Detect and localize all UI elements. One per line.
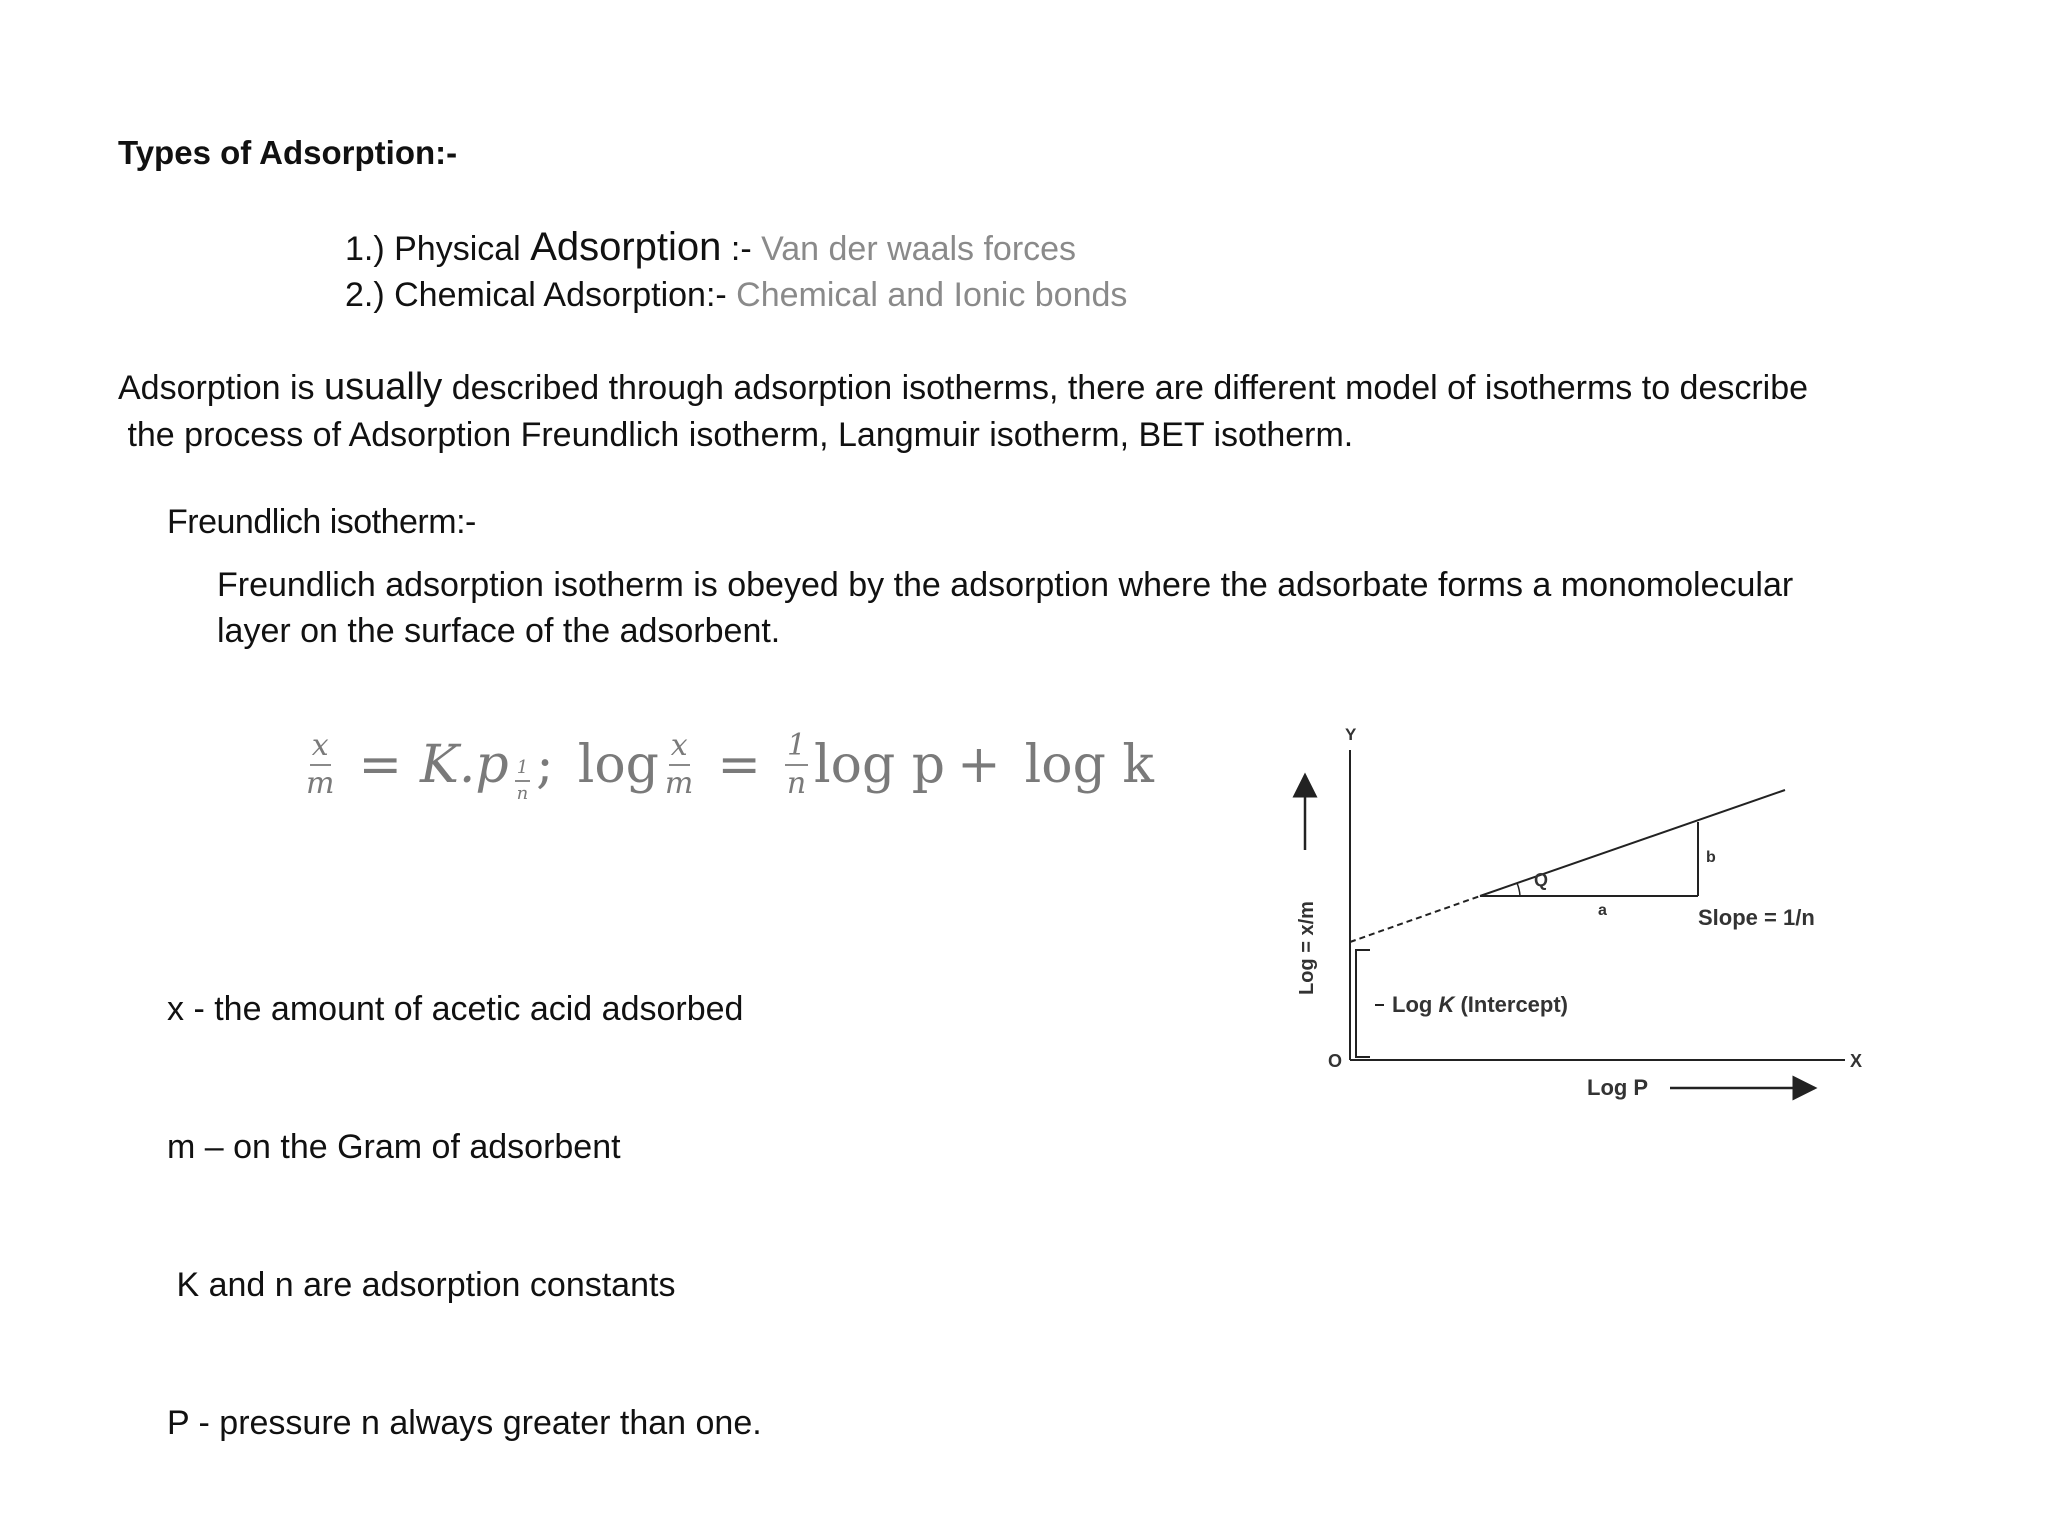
freundlich-heading: Freundlich isotherm:- xyxy=(167,503,476,541)
fraction-denominator: m xyxy=(664,765,694,801)
freundlich-line-2: layer on the surface of the adsorbent. xyxy=(217,612,781,650)
x-axis-letter: X xyxy=(1850,1051,1863,1071)
fraction-x-over-m xyxy=(306,727,335,801)
page-title: Types of Adsorption:- xyxy=(118,134,458,171)
intercept-bracket xyxy=(1356,950,1370,1057)
equals-sign: = xyxy=(717,734,761,795)
k-times-p: K.p xyxy=(420,734,509,795)
exponent-denominator: n xyxy=(516,783,529,804)
intercept-suffix: (Intercept) xyxy=(1454,992,1569,1017)
type-physical-desc: Van der waals forces xyxy=(761,230,1077,268)
slope-label: Slope = 1/n xyxy=(1698,905,1815,930)
isotherm-line xyxy=(1480,790,1785,896)
y-axis-label: Log = x/m xyxy=(1296,901,1318,995)
angle-arc xyxy=(1517,883,1520,896)
semicolon: ; xyxy=(536,734,554,795)
equals-sign: = xyxy=(358,734,403,795)
freundlich-equation xyxy=(300,726,1154,803)
type-physical-emph: Adsorption xyxy=(530,225,722,269)
extrapolation-line xyxy=(1350,896,1480,942)
definition-x: x - the amount of acetic acid adsorbed xyxy=(167,990,744,1028)
type-physical-suffix: :- xyxy=(721,230,762,268)
exponent xyxy=(509,726,536,803)
fraction-x-over-m-2 xyxy=(664,727,694,801)
fraction-one-over-n-2 xyxy=(785,727,808,801)
intro-part1: Adsorption is xyxy=(118,369,324,407)
rise-label: b xyxy=(1706,849,1716,866)
fraction-denominator: n xyxy=(786,765,807,801)
fraction-one-over-n xyxy=(515,759,530,803)
intercept-label xyxy=(1392,992,1568,1017)
exponent-numerator: 1 xyxy=(515,759,530,782)
x-axis-label: Log P xyxy=(1587,1075,1649,1100)
intercept-prefix: Log xyxy=(1392,992,1439,1017)
type-chemical-desc: Chemical and Ionic bonds xyxy=(736,276,1128,314)
freundlich-graph xyxy=(1280,710,1900,1110)
intro-line-1 xyxy=(118,364,1808,412)
intro-line-2: the process of Adsorption Freundlich isotherm, Langmuir isotherm, BET isotherm. xyxy=(118,416,1354,454)
type-chemical xyxy=(345,272,1127,319)
run-label: a xyxy=(1598,902,1607,919)
freundlich-line-1: Freundlich adsorption isotherm is obeyed by the adsorption where the adsorbate forms a monomolecular xyxy=(217,566,1794,604)
log-word: log xyxy=(577,734,659,795)
plus-sign: + xyxy=(957,734,1001,795)
intercept-k: K xyxy=(1438,992,1455,1017)
fraction-numerator: x xyxy=(669,731,690,766)
type-physical-prefix: 1.) Physical xyxy=(345,230,531,268)
intro-emph: usually xyxy=(324,366,443,408)
definition-m: m – on the Gram of adsorbent xyxy=(167,1128,621,1166)
intro-part2: described through adsorption isotherms, there are different model of isotherms to describe xyxy=(442,369,1809,407)
log-k: log k xyxy=(1024,734,1154,795)
definitions-list xyxy=(167,894,762,1538)
fraction-denominator: m xyxy=(306,765,335,801)
fraction-numerator: 1 xyxy=(785,731,808,766)
type-physical xyxy=(345,224,1076,273)
y-axis-letter: Y xyxy=(1345,725,1357,744)
fraction-numerator: x xyxy=(310,731,331,766)
angle-label: Q xyxy=(1534,870,1549,890)
type-chemical-prefix: 2.) Chemical Adsorption:- xyxy=(345,276,737,314)
origin-letter: O xyxy=(1328,1051,1343,1071)
log-p: log p xyxy=(814,734,946,795)
definition-k-n: K and n are adsorption constants xyxy=(167,1266,676,1304)
definition-p: P - pressure n always greater than one. xyxy=(167,1404,762,1442)
